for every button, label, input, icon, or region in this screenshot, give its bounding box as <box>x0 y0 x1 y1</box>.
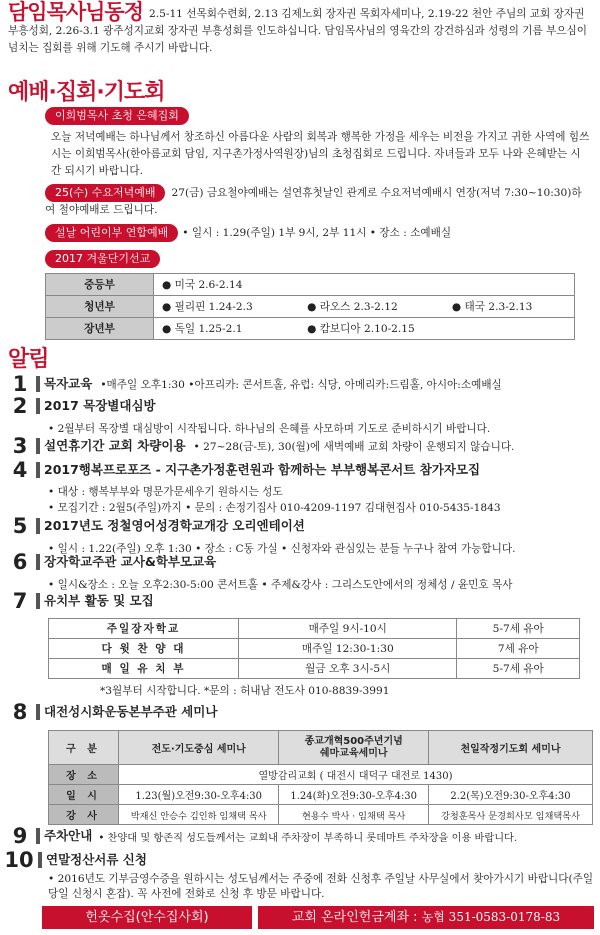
notice-text: • 일시&장소 : 오늘 오후2:30-5:00 콘서트홀 • 주제&강사 : 그리스도안에서의 정체성 / 윤민호 목사 <box>48 579 513 591</box>
notices-title: 알림 <box>8 347 49 372</box>
notice-7 <box>8 589 594 698</box>
kinder-time: 월금 오후 3시-5시 <box>239 659 457 679</box>
notice-1 <box>8 372 594 396</box>
mission-table <box>45 273 575 340</box>
notice-text: • 찬양대 및 항존직 성도들께서는 교회내 주차장이 부족하니 롯데마트 주차장을 이용 바랍니다. <box>98 832 518 844</box>
notice-number: 6 <box>12 550 28 574</box>
notice-text: • 2016년도 기부금영수증을 원하시는 성도님께서는 주중에 전화 신청후 주일날 사무실에서 찾아가시기 바랍니다(주일 당일 신청시 혼잡). 꼭 사전에 전화로 신청 후 방문 바랍니다. <box>48 873 594 900</box>
notice-number: 2 <box>12 394 28 418</box>
wed-block <box>45 184 590 219</box>
notice-text: • 일시 : 1.22(주일) 오후 1:30 • 장소 : C동 가실 • 신청자와 관심있는 분들 누구나 참여 가능합니다. <box>48 543 516 555</box>
notice-number: 8 <box>12 700 28 724</box>
notice-title: 설연휴기간 교회 차량이용 <box>36 438 186 454</box>
notice-number: 3 <box>12 434 28 458</box>
seminar-label: 장 소 <box>49 765 119 785</box>
notice-title: 대전성시화운동본부주관 세미나 <box>36 704 217 720</box>
notice-title: 2017년도 정철영어성경학교개강 오리엔테이션 <box>36 518 305 534</box>
seminar-table <box>48 730 593 825</box>
kinder-table <box>48 618 580 679</box>
notice-title: 유치부 활동 및 모집 <box>36 593 154 609</box>
table-row <box>49 805 593 825</box>
seminar-label: 강 사 <box>49 805 119 825</box>
seminar-header: 전도·기도중심 세미나 <box>119 731 279 765</box>
notice-text: •매주일 오후1:30 •아프리카: 콘서트홀, 유럽: 식당, 아메리카:드림홀, 아시아:소예배실 <box>100 378 502 391</box>
kids-badge: 설날 어린이부 연합예배 <box>45 224 178 242</box>
notice-title: 2017행복프로포즈 - 지구촌가정훈련원과 함께하는 부부행복콘서트 참가자모집 <box>36 462 480 478</box>
mission-item: ● 라오스 2.3-2.12 <box>299 296 444 318</box>
notice-6 <box>8 550 594 592</box>
mission-label: 장년부 <box>46 318 154 340</box>
notice-text: • 대상 : 행복부부와 명문가문세우기 원하시는 성도 <box>48 486 283 498</box>
kinder-age: 7세 유아 <box>457 639 580 659</box>
seminar-speaker: 강청훈목사 문경희사모 임채택목사 <box>429 805 593 825</box>
notice-title: 목자교육 <box>36 376 92 392</box>
seminar-header: 천일작정기도회 세미나 <box>429 731 593 765</box>
revival-block <box>45 107 590 180</box>
notice-4 <box>8 458 594 516</box>
seminar-date: 1.23(월)오전9:30-오후4:30 <box>119 785 279 805</box>
seminar-place: 열방감리교회 ( 대전시 대덕구 대전로 1430) <box>119 765 593 785</box>
mission-item: ● 캄보디아 2.10-2.15 <box>299 318 574 340</box>
notice-number: 4 <box>12 458 28 482</box>
seminar-speaker: 박재신 안승수 김인하 임채택 목사 <box>119 805 279 825</box>
notice-10 <box>4 848 594 902</box>
kinder-time: 매주일 9시-10시 <box>239 619 457 639</box>
worship-title: 예배·집회·기도회 <box>8 80 165 105</box>
notice-number: 7 <box>12 589 28 613</box>
seminar-header: 구 분 <box>49 731 119 765</box>
table-row <box>49 765 593 785</box>
notice-3 <box>8 434 594 458</box>
notice-text: • 27~28(금-토), 30(월)에 새벽예배 교회 차량이 운행되지 않습니다. <box>193 440 515 453</box>
table-row <box>49 731 593 765</box>
notice-2 <box>8 394 594 436</box>
mission-block <box>45 250 590 340</box>
mission-item: ● 미국 2.6-2.14 <box>154 274 575 296</box>
kinder-age: 5-7세 유아 <box>457 619 580 639</box>
footer-clothes-drive: 헌옷수집(안수집사회) <box>42 906 252 929</box>
pastor-text: 2.5-11 선목회수련회, 2.13 김제노회 장자권 목회자세미나, 2.19-22 천안 주님의 교회 장자권부흥성회, 2.26-3.1 광주성지교회 장자권 부흥성회를 인도하십니다. 담임목사님의 영육간의 강건하심과 성령의 기름 부으심이 넘치는 집회를 위해 기도해 주시기 바랍니다. <box>8 8 587 54</box>
seminar-label: 일 시 <box>49 785 119 805</box>
kinder-program: 주일장자학교 <box>49 619 239 639</box>
notice-number: 10 <box>4 848 34 872</box>
notice-title: 장자학교주관 교사&학부모교육 <box>36 554 216 570</box>
table-row <box>49 785 593 805</box>
notice-title: 2017 목장별대심방 <box>36 398 156 414</box>
table-row <box>49 619 580 639</box>
notice-title: 주차안내 <box>36 828 92 844</box>
footer-offering-account <box>258 906 594 929</box>
footer <box>42 906 594 929</box>
notice-number: 5 <box>12 514 28 538</box>
table-row <box>49 659 580 679</box>
pastor-title: 담임목사님동정 <box>8 0 144 24</box>
pastor-section <box>8 0 594 57</box>
mission-label: 중등부 <box>46 274 154 296</box>
kinder-time: 매주일 12:30-1:30 <box>239 639 457 659</box>
wed-text: 27(금) 금요철야예배는 설연휴첫날인 관계로 수요저녁예배시 연장(저녁 7:30~10:30)하여 철야예배로 드립니다. <box>45 187 582 216</box>
notice-number: 1 <box>12 372 28 396</box>
seminar-speaker: 현용수 박사 · 임채택 목사 <box>279 805 429 825</box>
table-row <box>46 318 575 340</box>
seminar-date: 2.2(목)오전9:30-오후4:30 <box>429 785 593 805</box>
notice-title: 연말정산서류 신청 <box>38 852 147 868</box>
mission-badge: 2017 겨울단기선교 <box>45 250 160 268</box>
kinder-program: 다 윗 찬 양 대 <box>49 639 239 659</box>
table-row <box>46 296 575 318</box>
kids-block <box>45 224 590 242</box>
notice-text: • 모집기간 : 2월5(주일)까지 • 문의 : 손정기집사 010-4209-1197 김대현집사 010-5435-1843 <box>48 502 501 514</box>
revival-badge: 이희범목사 초청 은혜집회 <box>45 107 189 125</box>
footer-account-value: 농협 351-0583-0178-83 <box>421 910 561 924</box>
mission-item: ● 필리핀 1.24-2.3 <box>154 296 300 318</box>
footer-account-label: 교회 온라인헌금계좌 : <box>291 910 422 925</box>
seminar-date: 1.24(화)오전9:30-오후4:30 <box>279 785 429 805</box>
seminar-header: 종교개혁500주년기념 쉐마교육세미나 <box>279 731 429 765</box>
kinder-age: 5-7세 유아 <box>457 659 580 679</box>
mission-item: ● 독일 1.25-2.1 <box>154 318 300 340</box>
notice-8 <box>8 700 594 825</box>
notice-number: 9 <box>12 824 28 848</box>
wed-badge: 25(수) 수요저녁예배 <box>45 184 165 202</box>
notice-text: • 2월부터 목장별 대심방이 시작됩니다. 하나님의 은혜를 사모하며 기도로 준비하시기 바랍니다. <box>48 423 491 435</box>
table-row <box>49 639 580 659</box>
kinder-note: *3월부터 시작합니다. *문의 : 허내남 전도사 010-8839-3991 <box>100 685 390 697</box>
kids-text: • 일시 : 1.29(주일) 1부 9시, 2부 11시 • 장소 : 소예배실 <box>182 227 452 239</box>
mission-item: ● 태국 2.3-2.13 <box>444 296 575 318</box>
revival-text: 오늘 저녁예배는 하나님께서 창조하신 아름다운 사람의 회복과 행복한 가정을 세우는 비전을 가지고 귀한 사역에 힘쓰시는 이희범목사(한아름교회 담임, 지구촌가정사역원장)님의 초청집회로 드립니다. 자녀들과 모두 나와 은혜받는 시간 되시기 바랍니다. <box>51 131 590 177</box>
mission-label: 청년부 <box>46 296 154 318</box>
table-row <box>46 274 575 296</box>
kinder-program: 매 일 유 치 부 <box>49 659 239 679</box>
notice-9 <box>8 824 598 848</box>
